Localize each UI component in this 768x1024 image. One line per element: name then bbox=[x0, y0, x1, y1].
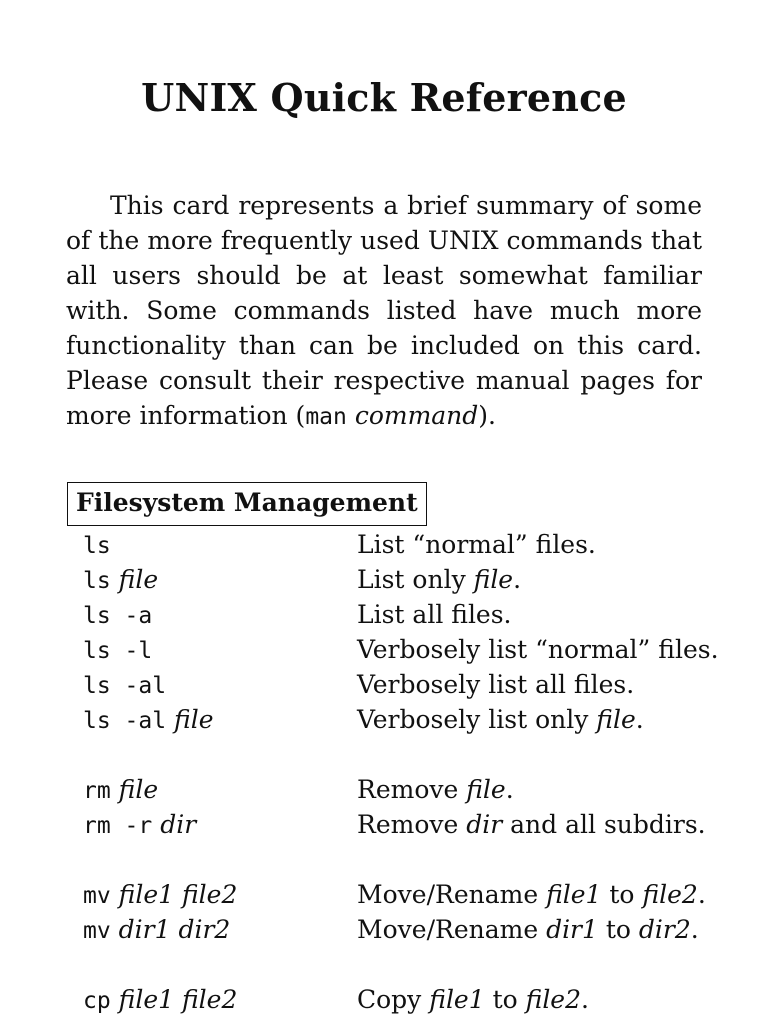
description-text-mid: . bbox=[505, 775, 514, 804]
command-cell bbox=[83, 807, 196, 844]
command-cell bbox=[83, 702, 214, 739]
command-name: rm bbox=[83, 778, 111, 804]
description-text: Verbosely list only bbox=[357, 705, 597, 734]
command-name: ls -al bbox=[83, 673, 167, 699]
command-arg: dir1 dir2 bbox=[118, 915, 231, 944]
description-text: Move/Rename bbox=[357, 880, 547, 909]
command-cell bbox=[83, 982, 237, 1019]
command-cell bbox=[83, 597, 152, 634]
section-heading-filesystem-management: Filesystem Management bbox=[67, 482, 427, 526]
description-cell bbox=[357, 772, 514, 807]
description-italic: file bbox=[473, 565, 514, 594]
description-text-mid: . bbox=[513, 565, 522, 594]
table-row bbox=[0, 702, 768, 737]
command-cell bbox=[83, 912, 230, 949]
description-italic-2: dir2 bbox=[638, 915, 691, 944]
intro-space bbox=[347, 401, 355, 430]
command-name: mv bbox=[83, 883, 111, 909]
command-cell bbox=[83, 772, 158, 809]
description-cell bbox=[357, 632, 719, 667]
row-spacer bbox=[0, 947, 768, 982]
description-text: List all files. bbox=[357, 600, 512, 629]
table-row bbox=[0, 772, 768, 807]
command-name: cp bbox=[83, 988, 111, 1014]
description-text-post: . bbox=[697, 880, 706, 909]
command-name: ls -l bbox=[83, 638, 153, 664]
command-name: ls -a bbox=[83, 603, 153, 629]
command-arg: file bbox=[174, 705, 214, 734]
description-italic: dir bbox=[466, 810, 503, 839]
description-text-mid: . bbox=[635, 705, 644, 734]
description-text: Copy bbox=[357, 985, 430, 1014]
table-row bbox=[0, 597, 768, 632]
description-text-post: . bbox=[690, 915, 699, 944]
description-italic: dir1 bbox=[546, 915, 598, 944]
description-italic: file1 bbox=[546, 880, 602, 909]
intro-code-man: man bbox=[305, 404, 347, 430]
row-spacer bbox=[0, 842, 768, 877]
command-name: ls bbox=[83, 533, 111, 559]
table-row bbox=[0, 982, 768, 1017]
description-cell bbox=[357, 877, 706, 912]
description-cell bbox=[357, 562, 521, 597]
intro-text: This card represents a brief summary of some of the more frequently used UNIX commands that all users should be at least somewhat familiar with. Some commands listed have much more functionality than can be included on this card. Please consult their respective manual pages for more information ( bbox=[66, 191, 702, 430]
command-arg: dir bbox=[160, 810, 197, 839]
command-cell bbox=[83, 527, 111, 564]
command-name: rm -r bbox=[83, 813, 153, 839]
description-text: Move/Rename bbox=[357, 915, 547, 944]
description-cell bbox=[357, 527, 596, 562]
table-row bbox=[0, 632, 768, 667]
description-italic: file bbox=[466, 775, 506, 804]
command-cell bbox=[83, 562, 158, 599]
command-table bbox=[0, 527, 768, 1017]
description-text-mid: to bbox=[597, 915, 639, 944]
description-italic: file bbox=[596, 705, 636, 734]
description-cell bbox=[357, 982, 589, 1017]
description-cell bbox=[357, 702, 644, 737]
intro-paragraph bbox=[66, 188, 702, 435]
page-title: UNIX Quick Reference bbox=[141, 75, 627, 120]
command-arg: file1 file2 bbox=[118, 985, 238, 1014]
command-cell bbox=[83, 632, 152, 669]
command-cell bbox=[83, 877, 237, 914]
description-text: Verbosely list all files. bbox=[357, 670, 635, 699]
description-cell bbox=[357, 597, 512, 632]
description-text: List only bbox=[357, 565, 474, 594]
table-row bbox=[0, 527, 768, 562]
intro-arg-command: command bbox=[354, 401, 479, 430]
command-arg: file bbox=[118, 565, 159, 594]
description-text-post: . bbox=[581, 985, 589, 1014]
description-text-mid: to bbox=[484, 985, 526, 1014]
table-row bbox=[0, 807, 768, 842]
command-name: ls bbox=[83, 568, 111, 594]
command-name: ls -al bbox=[83, 708, 167, 734]
description-text: Remove bbox=[357, 810, 467, 839]
description-text: List “normal” files. bbox=[357, 530, 596, 559]
table-row bbox=[0, 562, 768, 597]
description-text-mid: to bbox=[601, 880, 643, 909]
table-row bbox=[0, 877, 768, 912]
row-spacer bbox=[0, 737, 768, 772]
description-text: Remove bbox=[357, 775, 467, 804]
command-arg: file bbox=[118, 775, 159, 804]
description-cell bbox=[357, 807, 706, 842]
description-text: Verbosely list “normal” files. bbox=[357, 635, 719, 664]
intro-end: ). bbox=[478, 401, 496, 430]
description-italic-2: file2 bbox=[642, 880, 698, 909]
description-text-mid: and all subdirs. bbox=[502, 810, 706, 839]
command-arg: file1 file2 bbox=[118, 880, 238, 909]
command-name: mv bbox=[83, 918, 111, 944]
description-cell bbox=[357, 912, 699, 947]
description-cell bbox=[357, 667, 634, 702]
table-row bbox=[0, 667, 768, 702]
table-row bbox=[0, 912, 768, 947]
description-italic: file1 bbox=[429, 985, 485, 1014]
command-cell bbox=[83, 667, 166, 704]
description-italic-2: file2 bbox=[525, 985, 582, 1014]
